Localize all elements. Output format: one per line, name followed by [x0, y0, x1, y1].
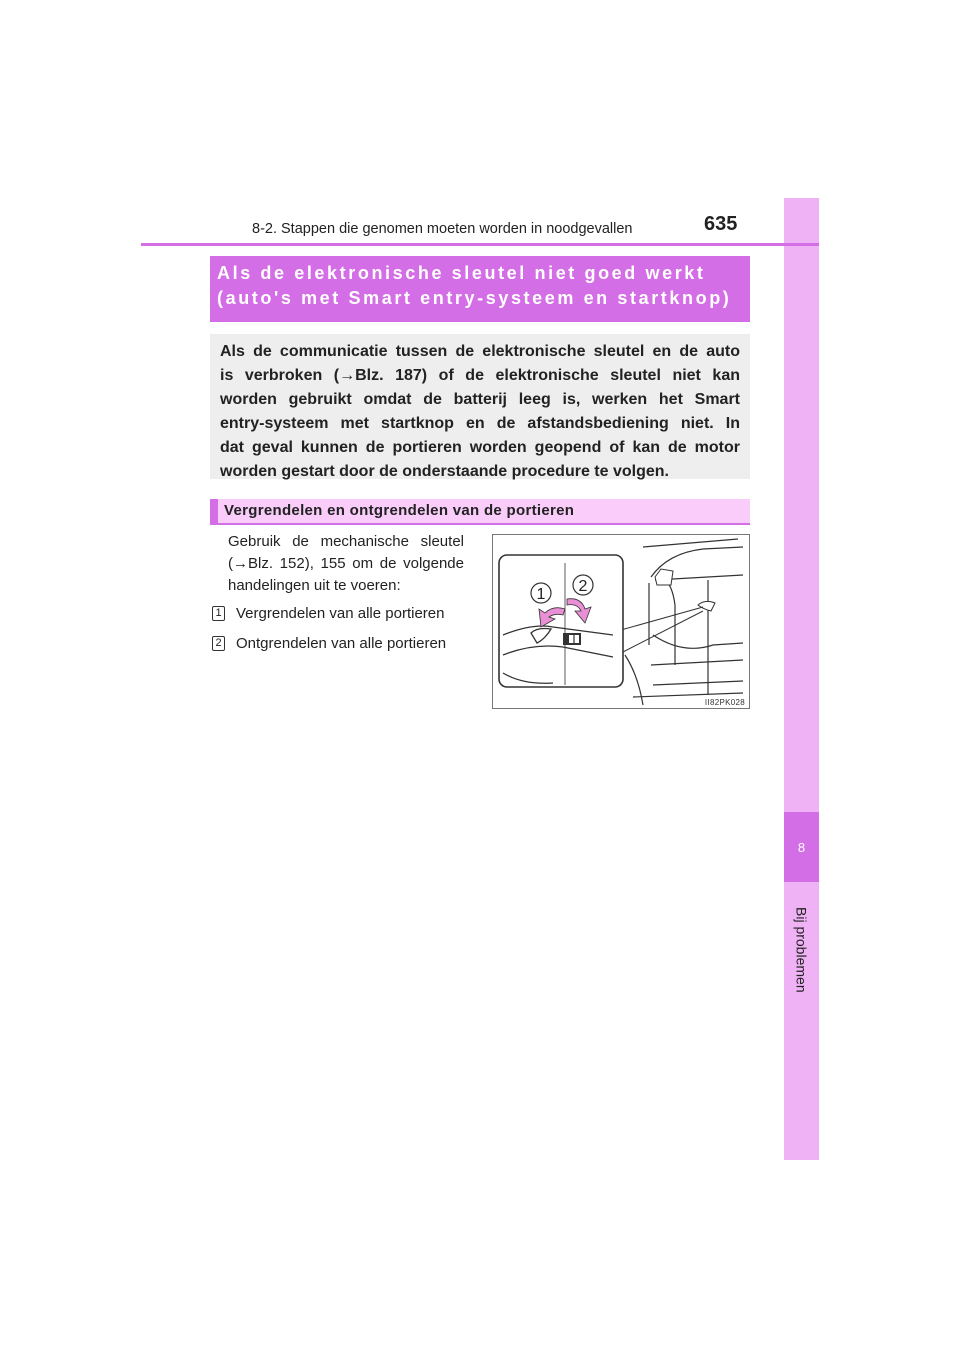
list-item [212, 628, 482, 658]
step-label: Ontgrendelen van alle portieren [236, 634, 447, 652]
key-cylinder-icon [563, 633, 581, 645]
intro-line: dat geval kunnen de portieren worden geopend of kan de motor [220, 439, 740, 456]
list-item [212, 598, 482, 628]
intro-line: entry-systeem met startknop en de afstandsbediening niet. In [220, 415, 740, 432]
car-outline-icon [625, 539, 743, 705]
intro-line: Als de communicatie tussen de elektronische sleutel en de auto [220, 343, 740, 360]
intro-line: worden gebruikt omdat de batterij leeg is, werken het Smart [220, 391, 740, 408]
callout-2-label: 2 [578, 578, 588, 595]
figure-code: II82PK028 [704, 698, 745, 707]
section-title-line2: (auto's met Smart entry-systeem en startknop) [217, 288, 732, 308]
chapter-title-tab [784, 880, 819, 1020]
section-title-line1: Als de elektronische sleutel niet goed werkt [217, 263, 706, 283]
callout-1-label: 1 [536, 586, 546, 603]
body-paragraph: Gebruik de mechanische sleutel (→Blz. 152), 155 om de volgende handelingen uit te voeren: [228, 533, 464, 594]
step-number: 1 [212, 606, 225, 621]
door-lock-illustration [492, 534, 750, 709]
step-list [212, 598, 482, 658]
step-number: 2 [212, 636, 225, 651]
section-title-banner [210, 256, 750, 322]
intro-box [210, 334, 750, 479]
header-rule [141, 243, 819, 246]
intro-line: is verbroken (→Blz. 187) of de elektronische sleutel niet kan [220, 367, 740, 384]
subsection-title: Vergrendelen en ontgrendelen van de portieren [210, 499, 750, 525]
step-label: Vergrendelen van alle portieren [236, 604, 445, 622]
chapter-number: 8 [797, 839, 806, 855]
chapter-number-tab[interactable] [784, 812, 819, 882]
chapter-title: Bij problemen [793, 907, 810, 993]
mirror-icon [655, 569, 673, 585]
running-header: 8-2. Stappen die genomen moeten worden in noodgevallen [252, 221, 633, 237]
car-door-drawing [493, 535, 750, 709]
page-number: 635 [704, 213, 738, 235]
handle-small-icon [698, 601, 715, 611]
intro-line: worden gestart door de onderstaande procedure te volgen. [220, 463, 669, 480]
